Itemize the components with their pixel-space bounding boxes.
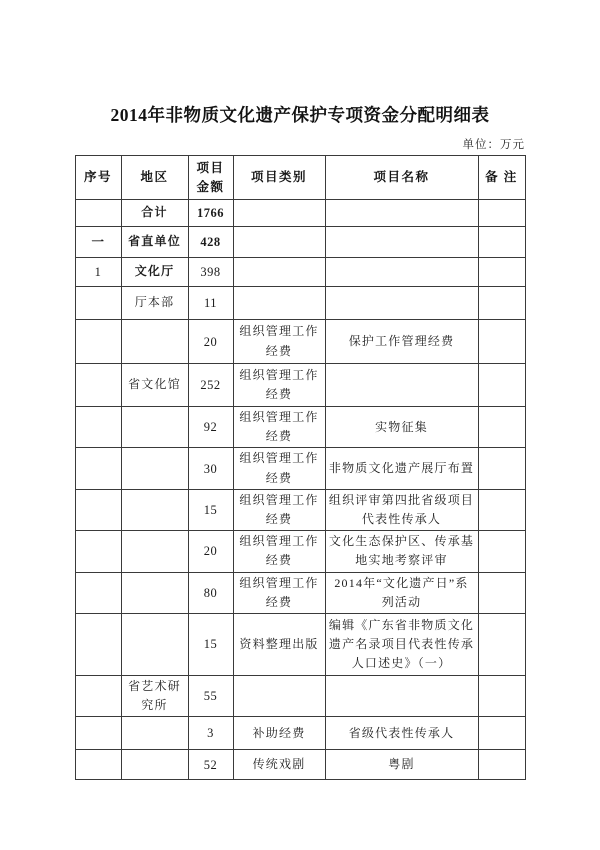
table-cell: 20: [188, 531, 233, 572]
table-cell: 省级代表性传承人: [325, 717, 478, 750]
table-cell: 传统戏剧: [233, 750, 325, 780]
table-row: [75, 320, 525, 364]
table-row: [75, 448, 525, 489]
table-cell: 组织管理工作经费: [233, 531, 325, 572]
table-cell: 20: [188, 320, 233, 364]
table-row: [75, 364, 525, 407]
table-cell: 文化厅: [121, 258, 188, 287]
table-cell: 组织评审第四批省级项目代表性传承人: [325, 489, 478, 530]
table-cell: 组织管理工作经费: [233, 364, 325, 407]
table-cell: [325, 287, 478, 320]
table-cell: [478, 717, 525, 750]
table-cell: 组织管理工作经费: [233, 320, 325, 364]
table-cell: [478, 287, 525, 320]
table-cell: [75, 750, 121, 780]
table-cell: [121, 489, 188, 530]
table-header-row: [75, 156, 525, 200]
table-row: [75, 200, 525, 227]
table-cell: [121, 320, 188, 364]
table-cell: 1766: [188, 200, 233, 227]
table-cell: 合计: [121, 200, 188, 227]
table-cell: [478, 572, 525, 613]
table-cell: 粤剧: [325, 750, 478, 780]
table-cell: 实物征集: [325, 407, 478, 448]
table-cell: [478, 613, 525, 675]
table-cell: [121, 717, 188, 750]
table-header-cell: 项目金额: [188, 156, 233, 200]
table-cell: [233, 200, 325, 227]
table-cell: [75, 407, 121, 448]
table-cell: 398: [188, 258, 233, 287]
table-header-cell: 项目类别: [233, 156, 325, 200]
table-cell: 2014年“文化遗产日”系列活动: [325, 572, 478, 613]
table-cell: 3: [188, 717, 233, 750]
table-cell: [478, 675, 525, 716]
table-cell: 11: [188, 287, 233, 320]
table-cell: 一: [75, 227, 121, 258]
table-header-cell: 地区: [121, 156, 188, 200]
table-cell: [478, 489, 525, 530]
table-cell: [121, 407, 188, 448]
table-cell: [478, 320, 525, 364]
table-body: [75, 200, 525, 780]
table-cell: 80: [188, 572, 233, 613]
table-row: [75, 572, 525, 613]
table-cell: [121, 531, 188, 572]
table-cell: [121, 750, 188, 780]
table-cell: 52: [188, 750, 233, 780]
table-cell: 省直单位: [121, 227, 188, 258]
table-cell: 保护工作管理经费: [325, 320, 478, 364]
table-cell: [75, 717, 121, 750]
table-row: [75, 531, 525, 572]
table-cell: [325, 675, 478, 716]
table-cell: [325, 227, 478, 258]
table-cell: 省文化馆: [121, 364, 188, 407]
table-cell: [325, 364, 478, 407]
table-cell: 15: [188, 613, 233, 675]
table-row: [75, 407, 525, 448]
table-cell: [75, 613, 121, 675]
table-row: [75, 258, 525, 287]
table-cell: [233, 227, 325, 258]
table-cell: 资料整理出版: [233, 613, 325, 675]
table-cell: [75, 287, 121, 320]
table-cell: 252: [188, 364, 233, 407]
table-cell: [478, 750, 525, 780]
table-cell: 编辑《广东省非物质文化遗产名录项目代表性传承人口述史》（一）: [325, 613, 478, 675]
table-cell: 补助经费: [233, 717, 325, 750]
table-cell: [121, 448, 188, 489]
table-header-cell: 备 注: [478, 156, 525, 200]
table-cell: 组织管理工作经费: [233, 572, 325, 613]
table-cell: 55: [188, 675, 233, 716]
table-cell: 1: [75, 258, 121, 287]
table-cell: [75, 320, 121, 364]
table-cell: 15: [188, 489, 233, 530]
unit-label: 单位：万元: [462, 139, 525, 151]
table-cell: 文化生态保护区、传承基地实地考察评审: [325, 531, 478, 572]
table-cell: [75, 364, 121, 407]
table-cell: [75, 572, 121, 613]
table-cell: [75, 489, 121, 530]
table-cell: [478, 531, 525, 572]
table-cell: 组织管理工作经费: [233, 448, 325, 489]
table-cell: 组织管理工作经费: [233, 407, 325, 448]
table-cell: 30: [188, 448, 233, 489]
table-cell: [233, 675, 325, 716]
table-cell: [75, 200, 121, 227]
table-row: [75, 227, 525, 258]
table-cell: [75, 448, 121, 489]
table-cell: 92: [188, 407, 233, 448]
table-cell: [233, 287, 325, 320]
allocation-table: [75, 155, 526, 780]
table-cell: 省艺术研究所: [121, 675, 188, 716]
table-cell: [233, 258, 325, 287]
table-cell: [478, 227, 525, 258]
table-cell: [478, 448, 525, 489]
table-cell: [75, 675, 121, 716]
table-cell: [121, 613, 188, 675]
table-cell: 428: [188, 227, 233, 258]
table-cell: 厅本部: [121, 287, 188, 320]
table-row: [75, 750, 525, 780]
table-cell: [75, 531, 121, 572]
table-row: [75, 287, 525, 320]
table-cell: [478, 407, 525, 448]
table-row: [75, 489, 525, 530]
table-cell: [325, 258, 478, 287]
table-cell: [121, 572, 188, 613]
table-header-cell: 项目名称: [325, 156, 478, 200]
table-cell: [325, 200, 478, 227]
table-cell: 非物质文化遗产展厅布置: [325, 448, 478, 489]
table-cell: 组织管理工作经费: [233, 489, 325, 530]
table-cell: [478, 364, 525, 407]
table-header-cell: 序号: [75, 156, 121, 200]
table-row: [75, 717, 525, 750]
table-cell: [478, 200, 525, 227]
table-row: [75, 675, 525, 716]
table-cell: [478, 258, 525, 287]
table-row: [75, 613, 525, 675]
page-title: 2014年非物质文化遗产保护专项资金分配明细表: [110, 105, 490, 125]
